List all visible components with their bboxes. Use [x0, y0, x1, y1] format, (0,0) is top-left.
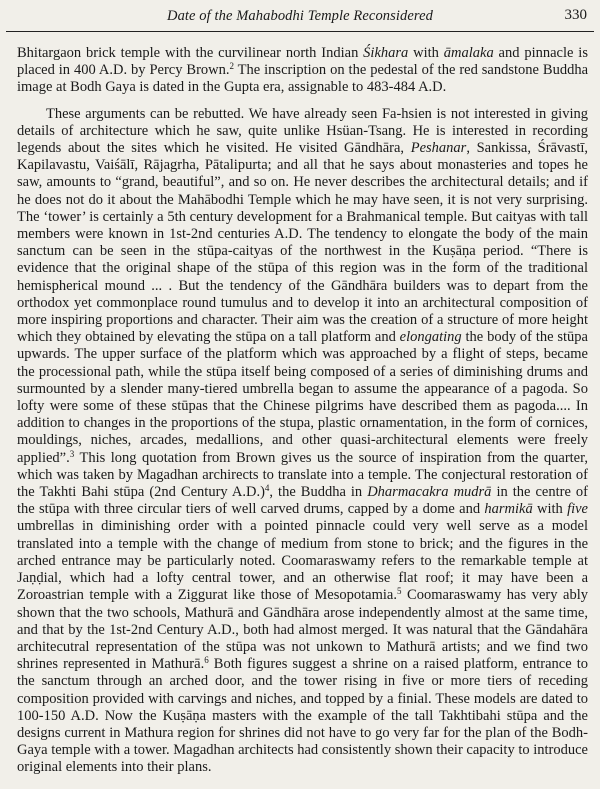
text-run: , Sankissa, Śrāvastī, Kapilavastu, Vaiśālī, Rājagrha, Pātalipurta; and all that he says about monasteries and topes he saw, amounts to “grand, beautiful”, and so on. He never describes the architectural details; and if he does not do it about the Mahābodhi Temple which he may have seen, it is not very surprising. The ‘tower’ is certainly a 5th century development for a Brahmanical temple. But caityas with tall members were known in 1st-2nd centuries A.D. The tendency to elongate the body of the main sanctum can be seen in the stūpa-caityas of the northwest in the Kuṣāṇa period. “There is evidence that the original shape of the stūpa of this region was in the form of the traditional hemispherical mound ... . But the tendency of the Gāndhāra builders was to depart from the orthodox yet commonplace round tumulus and to develop it into an architectural composition of more inspiring proportions and character. Their aim was the creation of a structure of more height which they obtained by elevating the stūpa on a tall platform and: [17, 140, 589, 346]
text-run: , the Buddha in: [269, 484, 368, 501]
italic-term: āmalaka: [443, 45, 494, 61]
page-number: 330: [564, 7, 587, 23]
header-rule: [6, 31, 594, 32]
page-header: [0, 0, 600, 34]
footnote-ref: 6: [204, 655, 209, 666]
text-run: the body of the stūpa upwards. The upper surface of the platform which was approached by a flight of steps, became the processional path, while the stūpa itself being composed of a series of diminishing drums and surmounted by a slender many-tiered umbrella began to assume the appearance of a pagoda. So lofty were some of these stūpas that the Chinese pilgrims have described them as pagoda.... In addition to changes in the proportions of the stupa, plastic ornamentation, in the form of cornices, mouldings, niches, arcades, medallions, and other quasi-architectural elements were freely applied”.: [17, 329, 588, 466]
footnote-ref: 4: [264, 483, 270, 494]
text-run: This long quotation from Brown gives us the source of inspiration from the quarter, which was taken by Magadhan archirects to translate into a temple. The conjectural restoration of the Takhti Bahi stūpa (2nd Century A.D.): [17, 449, 588, 501]
text-run: and pinnacle is placed in 400 A.D. by Percy Brown.: [17, 45, 588, 79]
footnote-ref: 5: [396, 586, 402, 597]
text-run: Coomaraswamy has very ably shown that the two schools, Mathurā and Gāndhāra arose independently almost at the same time, and that by the 1st-2nd Century A.D., both had almost merged. It was natural that the Gāndahāra architecutral representation of the stūpa was not unkown to Mathurā artists; and we find two shrines represented in Mathurā.: [17, 587, 588, 673]
italic-term: Śikhara: [363, 45, 409, 61]
text-run: umbrellas in diminishing order with a pointed pinnacle could very well serve as a model translated into a temple with the change of medium from stone to brick; and the figures in the arched entrance may be particularly noted. Coomaraswamy refers to the remarkable temple at Jaṇḍial, which had a lofty central tower, and an otherwise flat roof; it may have been a Zoroastrian temple with a Ziggurat like those of Mesopotamia.: [17, 518, 588, 604]
italic-term: Peshanar: [410, 140, 467, 157]
text-run: with: [408, 45, 444, 61]
text-run: Bhitargaon brick temple with the curvilinear north Indian: [17, 45, 364, 61]
italic-term: harmikā: [484, 501, 533, 518]
body-text: [17, 45, 588, 777]
italic-term: five: [567, 501, 588, 518]
text-run: with: [532, 501, 568, 518]
italic-term: Dharmacakra mudrā: [367, 484, 492, 501]
text-run: in the centre of the stūpa with three circular tiers of well carved drums, capped by a dome and: [17, 484, 588, 518]
paragraph: [17, 106, 588, 777]
paragraph: [17, 45, 588, 97]
italic-term: elongating: [399, 329, 462, 346]
text-run: Both figures suggest a shrine on a raised platform, entrance to the sanctum through an arched door, and the tower rising in five or more tiers of receding composition provided with carvings and niches, and topped by a finial. These models are dated to 100-150 A.D. Now the Kuṣāṇa masters with the example of the tall Takhtibahi stūpa and the designs current in Mathura region for shrines did not have to go very far for the plan of the Bodh-Gaya temple with a tower. Magadhan architects had consistently shown their capacity to introduce original elements into their plans.: [17, 656, 588, 776]
footnote-ref: 2: [229, 61, 234, 72]
footnote-ref: 3: [69, 448, 75, 459]
running-head: Date of the Mahabodhi Temple Reconsidered: [167, 8, 433, 24]
text-run: The inscription on the pedestal of the red sandstone Buddha image at Bodh Gaya is dated in the Gupta era, assignable to 483-484 A.D.: [17, 62, 588, 96]
text-run: These arguments can be rebutted. We have already seen Fa-hsien is not interested in giving details of architecture which he saw, quite unlike Hsüan-Tsang. He is interested in recording legends about the sites which he visited. He visited Gāndhāra,: [17, 105, 588, 157]
